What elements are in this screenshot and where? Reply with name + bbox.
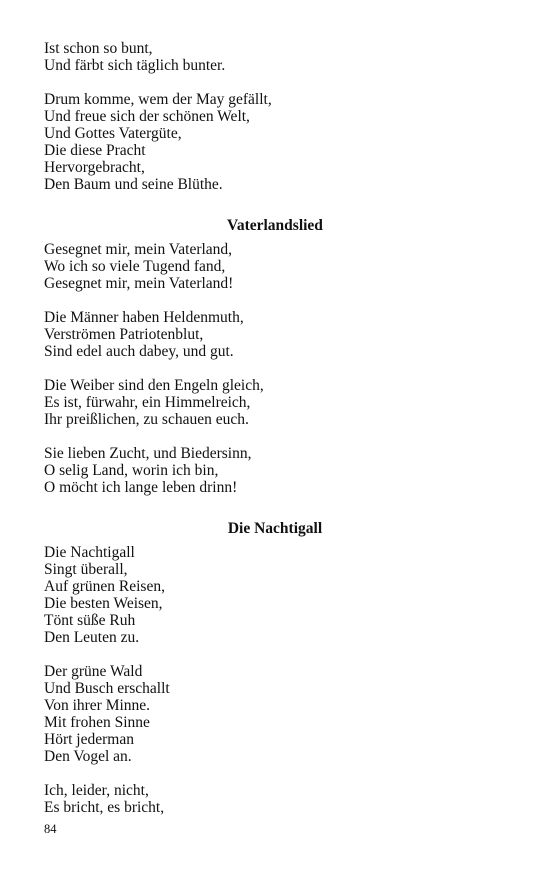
- verse-line: Gesegnet mir, mein Vaterland,: [44, 241, 233, 258]
- stanza: [44, 40, 506, 74]
- verse-line: Die Weiber sind den Engeln gleich,: [44, 377, 264, 394]
- verse-line: Drum komme, wem der May gefällt,: [44, 91, 272, 108]
- stanza: [44, 377, 506, 428]
- verse-line: Ist schon so bunt,: [44, 40, 153, 57]
- verse-line: Den Vogel an.: [44, 748, 132, 765]
- verse-line: Von ihrer Minne.: [44, 697, 151, 714]
- verse-line: Mit frohen Sinne: [44, 714, 150, 731]
- verse-line: Die diese Pracht: [44, 142, 146, 159]
- verse-line: Singt überall,: [44, 561, 128, 578]
- verse-line: Sind edel auch dabey, und gut.: [44, 343, 234, 360]
- verse-line: Den Leuten zu.: [44, 629, 140, 646]
- verse-line: Hervorgebracht,: [44, 159, 145, 176]
- stanza: [44, 663, 506, 765]
- stanza: [44, 309, 506, 360]
- verse-line: Es ist, fürwahr, ein Himmelreich,: [44, 394, 251, 411]
- stanza: [44, 544, 506, 646]
- verse-line: Ihr preißlichen, zu schauen euch.: [44, 411, 249, 428]
- verse-line: Hört jederman: [44, 731, 134, 748]
- verse-line: Wo ich so viele Tugend fand,: [44, 258, 226, 275]
- verse-line: Der grüne Wald: [44, 663, 143, 680]
- page-number: 84: [44, 822, 57, 836]
- poem-title: Die Nachtigall: [227, 520, 323, 537]
- verse-line: Es bricht, es bricht,: [44, 799, 165, 816]
- verse-line: O möcht ich lange leben drinn!: [44, 479, 238, 496]
- verse-line: Verströmen Patriotenblut,: [44, 326, 204, 343]
- stanza: [44, 445, 506, 496]
- page-text: [44, 40, 506, 816]
- verse-line: Gesegnet mir, mein Vaterland!: [44, 275, 234, 292]
- verse-line: Ich, leider, nicht,: [44, 782, 149, 799]
- stanza: [44, 241, 506, 292]
- verse-line: Den Baum und seine Blüthe.: [44, 176, 223, 193]
- verse-line: Und freue sich der schönen Welt,: [44, 108, 250, 125]
- verse-line: Auf grünen Reisen,: [44, 578, 165, 595]
- stanza: [44, 91, 506, 193]
- verse-line: Die Männer haben Heldenmuth,: [44, 309, 244, 326]
- verse-line: Tönt süße Ruh: [44, 612, 136, 629]
- verse-line: Und Gottes Vatergüte,: [44, 125, 182, 142]
- verse-line: Die Nachtigall: [44, 544, 135, 561]
- verse-line: Die besten Weisen,: [44, 595, 163, 612]
- stanza: [44, 782, 506, 816]
- verse-line: O selig Land, worin ich bin,: [44, 462, 219, 479]
- verse-line: Und Busch erschallt: [44, 680, 170, 697]
- verse-line: Und färbt sich täglich bunter.: [44, 57, 226, 74]
- verse-line: Sie lieben Zucht, und Biedersinn,: [44, 445, 252, 462]
- poem-title: Vaterlandslied: [227, 217, 323, 234]
